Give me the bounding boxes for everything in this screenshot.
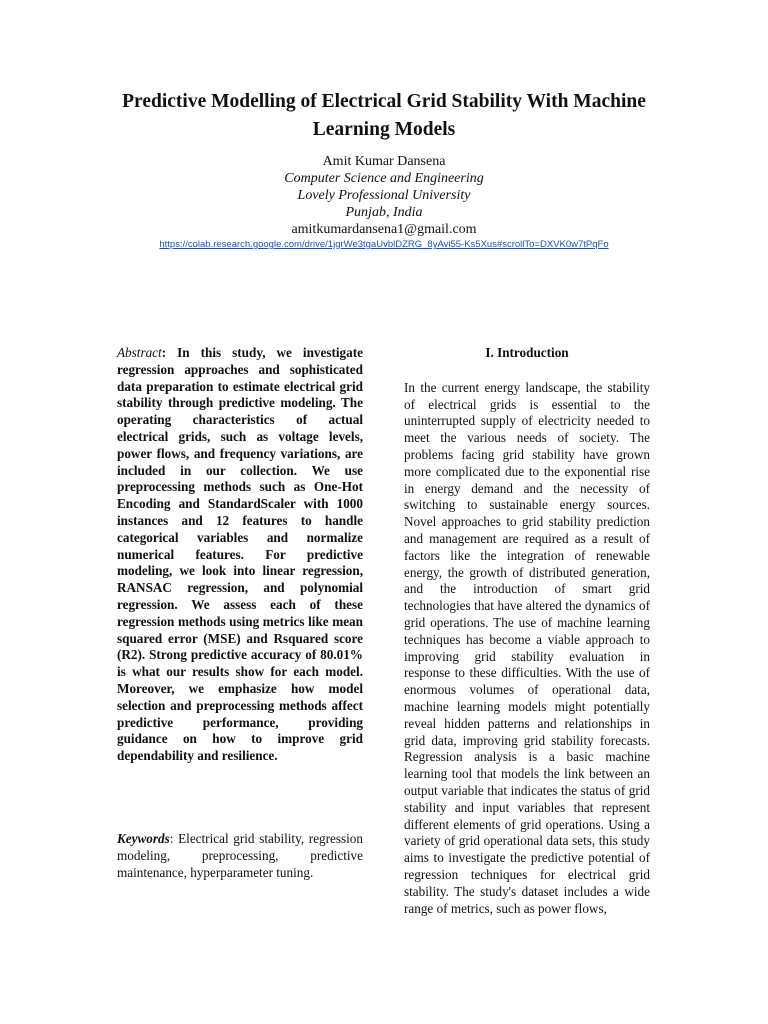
introduction-paragraph: In the current energy landscape, the stability of electrical grids is essential to the uninterrupted supply of electricity needed to meet the various needs of society. The problems facing grid stability have grown more complicated due to the exponential rise in energy demand and the necessity of switching to sustainable energy sources. Novel approaches to grid stability prediction and management are required as a result of factors like the integration of renewable energy, the growth of distributed generation, and the introduction of smart grid technologies that have altered the dynamics of grid operations. The use of machine learning techniques has become a viable approach to improving grid stability evaluation in response to these difficulties. With the use of enormous volumes of operational data, machine learning models might potentially reveal hidden patterns and relationships in grid data, improving grid stability forecasts. Regression analysis is a basic machine learning tool that models the link between an output variable that indicates the status of grid stability and input variables that represent different elements of grid operations. Using a variety of grid operational data sets, this study aims to investigate the predictive potential of regression techniques for electrical grid stability. The study's dataset includes a wide range of metrics, such as power flows, <box>404 379 650 916</box>
keywords-paragraph <box>117 831 363 881</box>
keywords-text: Electrical grid stability, regression modeling, preprocessing, predictive maintenance, hyperparameter tuning. <box>117 830 363 880</box>
keywords-separator: : <box>169 830 179 846</box>
right-column <box>404 345 650 917</box>
introduction-heading: I. Introduction <box>485 345 569 360</box>
author-location: Punjab, India <box>345 205 423 220</box>
author-university: Lovely Professional University <box>297 188 471 203</box>
left-column <box>117 345 363 881</box>
abstract-label: Abstract <box>117 345 162 360</box>
author-department: Computer Science and Engineering <box>284 171 484 186</box>
abstract-text: In this study, we investigate regression approaches and sophisticated data preparation to estimate electrical grid stability through predictive modeling. The operating characteristics of actual electrical grids, such as voltage levels, power flows, and frequency variations, are included in our collection. We use preprocessing methods such as One-Hot Encoding and StandardScaler with 1000 instances and 12 features to handle categorical variables and normalize numerical features. For predictive modeling, we look into linear regression, RANSAC regression, and polynomial regression. We assess each of these regression methods using metrics like mean squared error (MSE) and Rsquared score (R2). Strong predictive accuracy of 80.01% is what our results show for each model. Moreover, we emphasize how model selection and preprocessing methods affect predictive performance, providing guidance on how to improve grid dependability and resilience. <box>117 345 363 764</box>
abstract-paragraph <box>117 345 363 765</box>
author-email: amitkumardansena1@gmail.com <box>291 222 477 237</box>
paper-title: Predictive Modelling of Electrical Grid Stability With Machine Learning Models <box>122 91 646 140</box>
colab-link[interactable]: https://colab.research.google.com/drive/1jgrWe3tgaUvblDZRG_8yAvi55-Ks5Xus#scrollTo=DXVK0w7tPqFo <box>159 239 609 250</box>
keywords-label: Keywords <box>117 830 170 846</box>
author-block <box>100 153 668 252</box>
abstract-separator: : <box>161 345 178 360</box>
author-name: Amit Kumar Dansena <box>322 154 446 169</box>
